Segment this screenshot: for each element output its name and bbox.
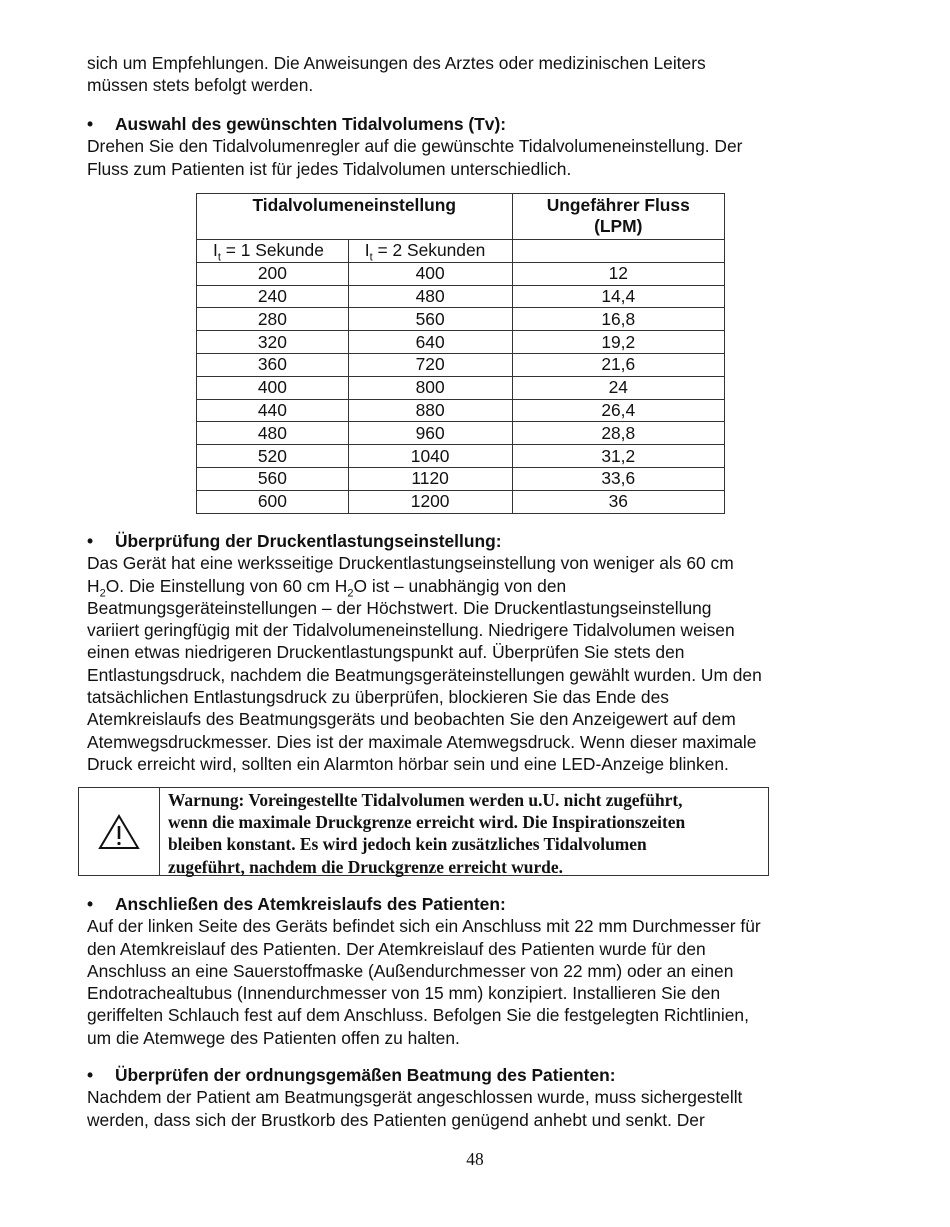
cell-volume-2s: 640 (348, 331, 512, 354)
section-ventilation-check (87, 1064, 847, 1131)
table-row (197, 308, 725, 331)
warning-box (78, 787, 769, 876)
cell-volume-1s: 600 (197, 490, 349, 513)
cell-flow: 21,6 (512, 353, 725, 376)
section-heading (87, 1064, 847, 1086)
subheader-empty (512, 240, 725, 263)
header-approx-flow (512, 194, 725, 240)
warning-line: bleiben konstant. Es wird jedoch kein zusätzliches Tidalvolumen (168, 834, 647, 855)
cell-volume-1s: 320 (197, 331, 349, 354)
cell-volume-1s: 480 (197, 422, 349, 445)
paragraph-line: Endotrachealtubus (Innendurchmesser von 15 mm) konzipiert. Installieren Sie den (87, 983, 721, 1004)
paragraph-line: $H_2O$. Die Einstellung von 60 cm $H_2O$ ist – unabhängig von den (87, 575, 567, 600)
cell-flow: 31,2 (512, 445, 725, 468)
section-tidal-volume (87, 113, 847, 180)
table-row (197, 445, 725, 468)
paragraph-line: variiert geringfügig mit der Tidalvolumeneinstellung. Niedrigere Tidalvolumen weisen (87, 620, 735, 641)
section-heading (87, 530, 847, 552)
cell-volume-2s: 560 (348, 308, 512, 331)
page-number: 48 (466, 1149, 484, 1169)
bullet: • (87, 531, 94, 551)
intro-line: müssen stets befolgt werden. (87, 75, 314, 96)
paragraph-line: Das Gerät hat eine werksseitige Druckentlastungseinstellung von weniger als 60 cm (87, 553, 734, 574)
paragraph-line: Entlastungsdruck, nachdem die Beatmungsgeräteinstellungen gewählt wurden. Um den (87, 664, 762, 685)
cell-volume-1s: 200 (197, 262, 349, 285)
paragraph-line: Druck erreicht wird, sollten ein Alarmton hörbar sein und eine LED-Anzeige blinken. (87, 753, 729, 774)
cell-flow: 26,4 (512, 399, 725, 422)
paragraph-line: um die Atemwege des Patienten offen zu halten. (87, 1027, 460, 1048)
cell-flow: 14,4 (512, 285, 725, 308)
table-header-row (197, 194, 725, 240)
bullet: • (87, 894, 94, 914)
bullet: • (87, 114, 94, 134)
tidal-volume-table (196, 193, 725, 514)
paragraph-line: Drehen Sie den Tidalvolumenregler auf die gewünschte Tidalvolumeneinstellung. Der (87, 136, 743, 157)
cell-volume-1s: 520 (197, 445, 349, 468)
table-row (197, 490, 725, 513)
paragraph-line: werden, dass sich der Brustkorb des Patienten genügend anhebt und senkt. Der (87, 1109, 705, 1130)
section-pressure-relief (87, 530, 847, 775)
paragraph-line: Nachdem der Patient am Beatmungsgerät angeschlossen wurde, muss sichergestellt (87, 1087, 743, 1108)
heading-text: Überprüfen der ordnungsgemäßen Beatmung des Patienten: (115, 1065, 616, 1085)
cell-flow: 28,8 (512, 422, 725, 445)
section-heading (87, 893, 847, 915)
paragraph-line: tatsächlichen Entlastungsdruck zu überprüfen, blockieren Sie das Ende des (87, 687, 669, 708)
intro-paragraph (87, 52, 847, 97)
cell-volume-2s: 720 (348, 353, 512, 376)
cell-volume-2s: 1200 (348, 490, 512, 513)
paragraph-line: Atemwegsdruckmesser. Dies ist der maximale Atemwegsdruck. Wenn dieser maximale (87, 731, 757, 752)
cell-flow: 33,6 (512, 467, 725, 490)
cell-volume-2s: 960 (348, 422, 512, 445)
paragraph-line: geriffelten Schlauch fest auf dem Anschluss. Befolgen Sie die festgelegten Richtlinien, (87, 1005, 749, 1026)
warning-text (168, 789, 758, 878)
bullet: • (87, 1065, 94, 1085)
paragraph-line: Atemkreislaufs des Beatmungsgeräts und beobachten Sie den Anzeigewert auf dem (87, 709, 736, 730)
paragraph-line: den Atemkreislauf des Patienten. Der Atemkreislauf des Patienten wurde für den (87, 938, 706, 959)
table-row (197, 353, 725, 376)
heading-text: Anschließen des Atemkreislaufs des Patienten: (115, 894, 506, 914)
table-body (197, 262, 725, 513)
table-row (197, 285, 725, 308)
cell-volume-1s: 360 (197, 353, 349, 376)
cell-volume-1s: 280 (197, 308, 349, 331)
paragraph-line: Fluss zum Patienten ist für jedes Tidalvolumen unterschiedlich. (87, 158, 572, 179)
warning-line: Warnung: Voreingestellte Tidalvolumen werden u.U. nicht zugeführt, (168, 790, 683, 810)
warning-line: zugeführt, nachdem die Druckgrenze erreicht wurde. (168, 856, 563, 877)
cell-volume-2s: 800 (348, 376, 512, 399)
cell-volume-1s: 440 (197, 399, 349, 422)
paragraph-line: Beatmungsgeräteinstellungen – der Höchstwert. Die Druckentlastungseinstellung (87, 597, 712, 618)
header-flow-line: Ungefährer Fluss (546, 195, 690, 215)
paragraph-line: Anschluss an eine Sauerstoffmaske (Außendurchmesser von 22 mm) oder an einen (87, 960, 734, 981)
warning-triangle-icon (98, 814, 140, 850)
cell-flow: 12 (512, 262, 725, 285)
cell-flow: 19,2 (512, 331, 725, 354)
cell-flow: 36 (512, 490, 725, 513)
cell-volume-2s: 400 (348, 262, 512, 285)
section-heading (87, 113, 847, 135)
subheader-1s: $I_t = 1$ Sekunde (197, 240, 349, 263)
cell-volume-2s: 880 (348, 399, 512, 422)
cell-flow: 24 (512, 376, 725, 399)
table-row (197, 376, 725, 399)
header-flow-unit: (LPM) (594, 216, 643, 236)
paragraph-line: einen etwas niedrigeren Druckentlastungspunkt auf. Überprüfen Sie stets den (87, 642, 685, 663)
table-subheader-row (197, 240, 725, 263)
cell-volume-1s: 400 (197, 376, 349, 399)
warning-icon-cell (79, 788, 160, 875)
cell-volume-2s: 1040 (348, 445, 512, 468)
subheader-2s: $I_t = 2$ Sekunden (348, 240, 512, 263)
cell-volume-1s: 560 (197, 467, 349, 490)
cell-volume-2s: 1120 (348, 467, 512, 490)
cell-volume-2s: 480 (348, 285, 512, 308)
table-row (197, 422, 725, 445)
heading-text: Auswahl des gewünschten Tidalvolumens (Tv): (115, 114, 507, 134)
header-tidal-volume-setting: Tidalvolumeneinstellung (197, 194, 513, 240)
table-row (197, 262, 725, 285)
table-row (197, 467, 725, 490)
cell-volume-1s: 240 (197, 285, 349, 308)
paragraph-line: Auf der linken Seite des Geräts befindet sich ein Anschluss mit 22 mm Durchmesser für (87, 916, 761, 937)
table-row (197, 331, 725, 354)
warning-line: wenn die maximale Druckgrenze erreicht wird. Die Inspirationszeiten (168, 812, 686, 833)
intro-line: sich um Empfehlungen. Die Anweisungen des Arztes oder medizinischen Leiters (87, 53, 706, 73)
table-row (197, 399, 725, 422)
cell-flow: 16,8 (512, 308, 725, 331)
section-patient-circuit (87, 893, 847, 1049)
heading-text: Überprüfung der Druckentlastungseinstellung: (115, 531, 502, 551)
